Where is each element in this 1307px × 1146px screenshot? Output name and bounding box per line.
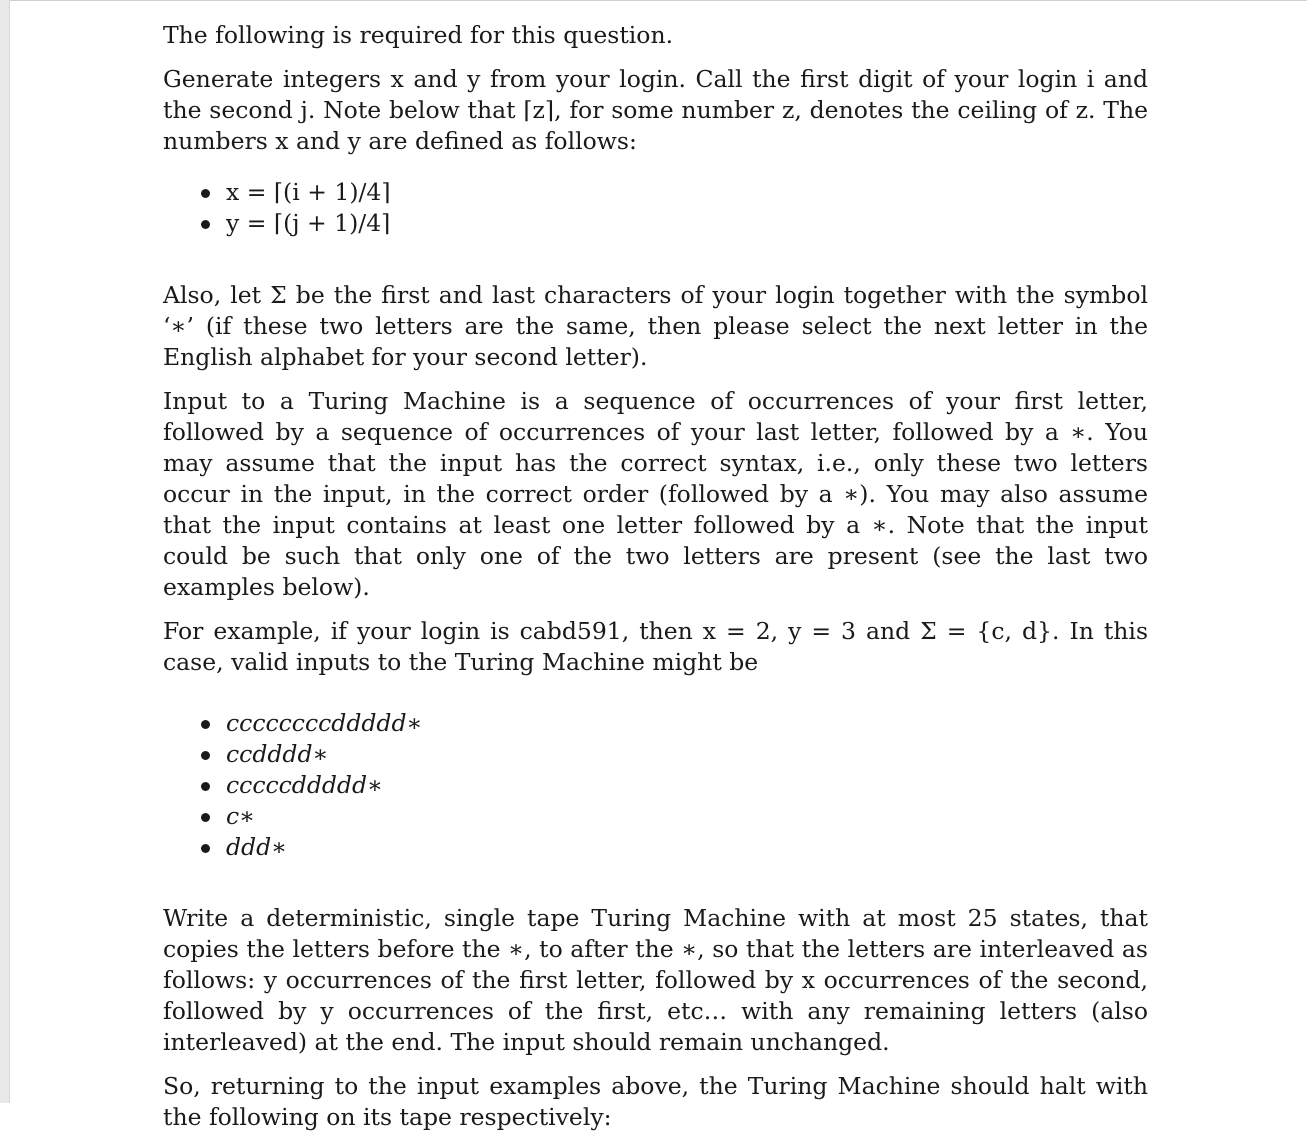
example-input-item: ccccccccddddd∗ (201, 708, 1148, 739)
formula-x: x = ⌈(i + 1)/4⌉ (201, 177, 1148, 208)
example-input-item: ccdddd∗ (201, 739, 1148, 770)
example-input-list (163, 708, 1148, 863)
formula-y: y = ⌈(j + 1)/4⌉ (201, 208, 1148, 239)
example-paragraph: For example, if your login is cabd591, then x = 2, y = 3 and Σ = {c, d}. In this case, valid inputs to the Turing Machine might be (163, 617, 1148, 676)
document-body (163, 20, 1148, 1146)
task-paragraph: Write a deterministic, single tape Turing Machine with at most 25 states, that copies the letters before the ∗, to after the ∗, so that the letters are interleaved as follows: y occurrences of the first letter, followed by x occurrences of the second, followed by y occurrences of the first, etc… with any remaining letters (also interleaved) at the end. The input should remain unchanged. (163, 904, 1148, 1056)
example-input-item: ddd∗ (201, 832, 1148, 863)
top-border (0, 0, 1307, 1)
intro-paragraph: The following is required for this question. (163, 21, 674, 49)
input-paragraph: Input to a Turing Machine is a sequence of occurrences of your first letter, followed by a sequence of occurrences of your last letter, followed by a ∗. You may assume that the input has the correct syntax, i.e., only these two letters occur in the input, in the correct order (followed by a ∗). You may also assume that the input contains at least one letter followed by a ∗. Note that the input could be such that only one of the two letters are present (see the last two examples below). (163, 387, 1148, 601)
generate-paragraph: Generate integers x and y from your login. Call the first digit of your login i and the second j. Note below that ⌈z⌉, for some number z, denotes the ceiling of z. The numbers x and y are defined as follows: (163, 65, 1148, 155)
example-input-item: c∗ (201, 801, 1148, 832)
return-paragraph: So, returning to the input examples above, the Turing Machine should halt with the following on its tape respectively: (163, 1072, 1148, 1131)
example-input-item: cccccddddd∗ (201, 770, 1148, 801)
formula-list (163, 177, 1148, 239)
left-page-border (0, 0, 10, 1103)
sigma-paragraph: Also, let Σ be the first and last characters of your login together with the symbol ‘∗’ (if these two letters are the same, then please select the next letter in the English alphabet for your second letter). (163, 281, 1148, 371)
